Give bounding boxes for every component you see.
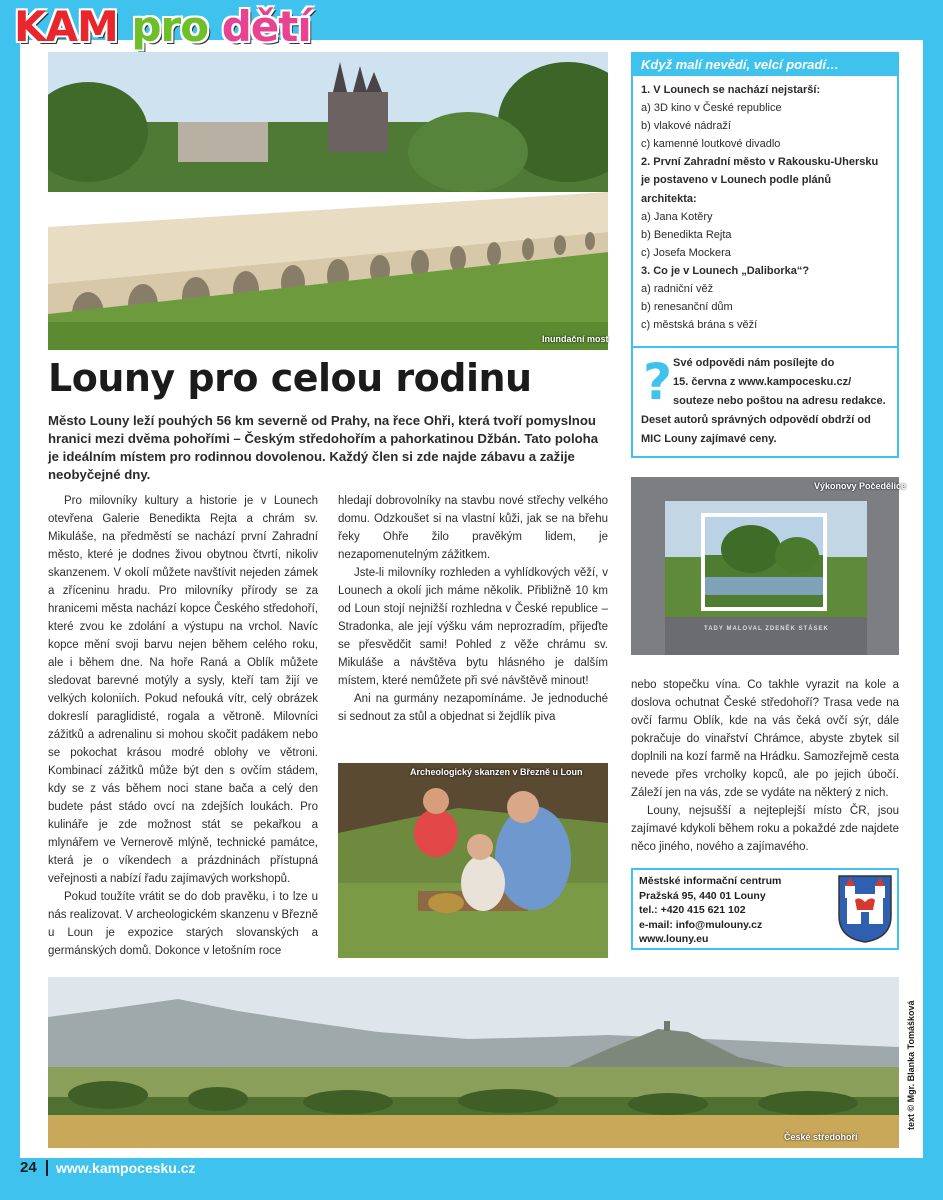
quiz-answer: b) vlakové nádraží: [641, 120, 731, 133]
question-mark-icon: ?: [643, 353, 673, 411]
quiz-answer: c) městská brána s věží: [641, 319, 758, 332]
contact-text: [639, 874, 781, 947]
magazine-logo: [14, 4, 311, 50]
quiz-question-1: 1. V Lounech se nachází nejstarší:: [641, 84, 821, 96]
quiz-answer: b) Benedikta Rejta: [641, 228, 732, 241]
quiz-answer: a) 3D kino v České republice: [641, 102, 782, 115]
skanzen-caption: Archeologický skanzen v Březně u Loun: [410, 767, 583, 777]
answers-line: 15. června z www.kampocesku.cz/: [673, 376, 852, 388]
contact-web[interactable]: www.louny.eu: [639, 933, 709, 945]
contact-phone: tel.: +420 415 621 102: [639, 904, 746, 916]
quiz-answer: c) kamenné loutkové divadlo: [641, 138, 781, 151]
footer-divider: [46, 1160, 48, 1176]
quiz-questions: [633, 76, 897, 339]
panorama-photo: [48, 977, 899, 1148]
quiz-answer: a) Jana Kotěry: [641, 210, 713, 223]
paragraph: Ani na gurmány nezapomínáme. Je jednoduché si sednout za stůl a objednat si žejdlík piva: [338, 693, 608, 723]
article-column-3: [631, 676, 899, 856]
contact-email[interactable]: e-mail: info@mulouny.cz: [639, 918, 763, 931]
quiz-question-3: 3. Co je v Lounech „Daliborka“?: [641, 264, 810, 277]
paragraph: nebo stopečku vína. Co takhle vyrazit na kole a doslova ochutnat České středohoří? Trasa vede na ovčí farmu Oblík, kde na vás čeká ovčí sýr, dále pokračuje do vinařství Chrámce, abyste zbytek sil doplnili na kozí farmě na Hrádku. Samozřejmě cesta nevede přes vrcholky kopců, ale po jejich úbočí. Záleží jen na vás, zde se vydáte na některý z nich.: [631, 679, 899, 799]
quiz-answer: b) renesanční dům: [641, 301, 733, 314]
paragraph: Louny, nejsušší a nejteplejší místo ČR, jsou zajímavé kdykoli během roku a pokaždé zde najdete něco jiného, nového a zajímavého.: [631, 805, 899, 853]
author-credit: text © Mgr. Blanka Tomášková: [906, 1000, 916, 1130]
page-footer: [20, 1158, 923, 1200]
contact-name: Městské informační centrum: [639, 875, 782, 887]
answers-text: [641, 354, 893, 449]
answers-line: Deset autorů správných odpovědí obdrží od MIC Louny zajímavé ceny.: [641, 414, 871, 445]
answers-line: Své odpovědi nám posílejte do: [673, 357, 835, 369]
article-column-1: [48, 492, 318, 960]
quiz-answer: a) radniční věž: [641, 283, 714, 296]
logo-deti: dětí: [208, 2, 311, 51]
skanzen-photo: [338, 763, 608, 958]
bridge-caption: Inundační most: [542, 334, 609, 344]
paragraph: Pro milovníky kultury a historie je v Lounech otevřena Galerie Benedikta Rejta a chrám sv. Mikuláše, na předměstí se nachází první Zahradní město, které je dodnes živou obytnou čtvrtí, nikoliv skanzenem. V okolí můžete navštívit nejeden zámek a zříceninu hradu. Pro milovníky přírody se za hranicemi města nachází kopce Českého středohoří, které zvou ke zdolání a výstupu na vrchol. Navíc kopce mění svoji barvu nejen během celého roku, ale i během dne. Na hoře Raná a Oblík můžete sledovat barevné motýly a sysly, kteří tam žijí ve velkých koloniích. Pokud nefouká vítr, celý obrázek dokreslí paraglidisté, rogala a větroně. Milovníci zážitků a adrenalinu si mohou skočit padákem nebo se pokochat krásou modré oblohy ve větroni. Kombinací zážitků může být den s ovčím stádem, kdy se z vás během noci stane bača a celý den budete pást stádo ovcí na zdejších loukách. Pro kulináře je zde možnost stát se pekařkou a mlynářem ve Vernerově mlýně, technické památce, která je o víkendech a prázdninách přístupná veřejnosti a nabízí řadu zajímavých workshopů.: [48, 495, 318, 885]
tower-sign-text: TADY MALOVAL ZDENĚK STÁSEK: [704, 626, 829, 632]
article-title: Louny pro celou rodinu: [48, 356, 532, 400]
answers-box: [631, 348, 899, 458]
contact-address: Pražská 95, 440 01 Louny: [639, 889, 766, 902]
quiz-title: Když malí nevědí, velcí poradí…: [633, 54, 897, 76]
louny-coat-of-arms-icon: [837, 874, 893, 944]
answers-line: souteze nebo poštou na adresu redakce.: [673, 395, 886, 407]
article-column-2: [338, 492, 608, 726]
paragraph: Jste-li milovníky rozhleden a vyhlídkových věží, v Lounech a okolí jich máme několik. Přibližně 10 km od Loun stojí nejnižší rozhledna v České republice – Stradonka, ale její výšku vám neprozradím, přijeďte se přesvědčit sami! Pohled z věže chrámu sv. Mikuláše a návštěva bytu hlásného je dalším místem, které nemůžete při své návštěvě minout!: [338, 567, 608, 687]
panorama-caption: České středohoří: [784, 1132, 858, 1142]
paragraph: Pokud toužíte vrátit se do dob pravěku, i to lze u nás realizovat. V archeologickém skanzenu v Březně u Loun je expozice starých slovanských a germánských domů. Dokonce v letošním roce: [48, 891, 318, 957]
logo-pro: pro: [117, 2, 209, 51]
quiz-box: [631, 52, 899, 348]
tower-caption: Výkonovy Počedělice: [814, 481, 907, 491]
article-lead: Město Louny leží pouhých 56 km severně od Prahy, na řece Ohři, která tvoří pomyslnou hranici mezi dvěma pohořími – Českým středohořím a pahorkatinou Džbán. Tato poloha je ideálním místem pro rodinnou dovolenou. Každý člen si zde najde zábavu a zažije neobyčejné dny.: [48, 413, 599, 482]
bridge-photo: [48, 52, 608, 350]
page-number: 24: [20, 1159, 37, 1176]
footer-website-link[interactable]: www.kampocesku.cz: [56, 1160, 196, 1176]
quiz-answer: c) Josefa Mockera: [641, 246, 731, 259]
quiz-question-2: 2. První Zahradní město v Rakousku-Uhersku je postaveno v Lounech podle plánů architekta:: [641, 156, 879, 205]
paragraph: hledají dobrovolníky na stavbu nové střechy velkého domu. Odzkoušet si na vlastní kůži, jak se na břehu řeky Ohře žilo pravěkým lidem, je nezapomenutelným zážitkem.: [338, 495, 608, 561]
contact-box: [631, 868, 899, 950]
logo-kam: KAM: [14, 2, 118, 51]
